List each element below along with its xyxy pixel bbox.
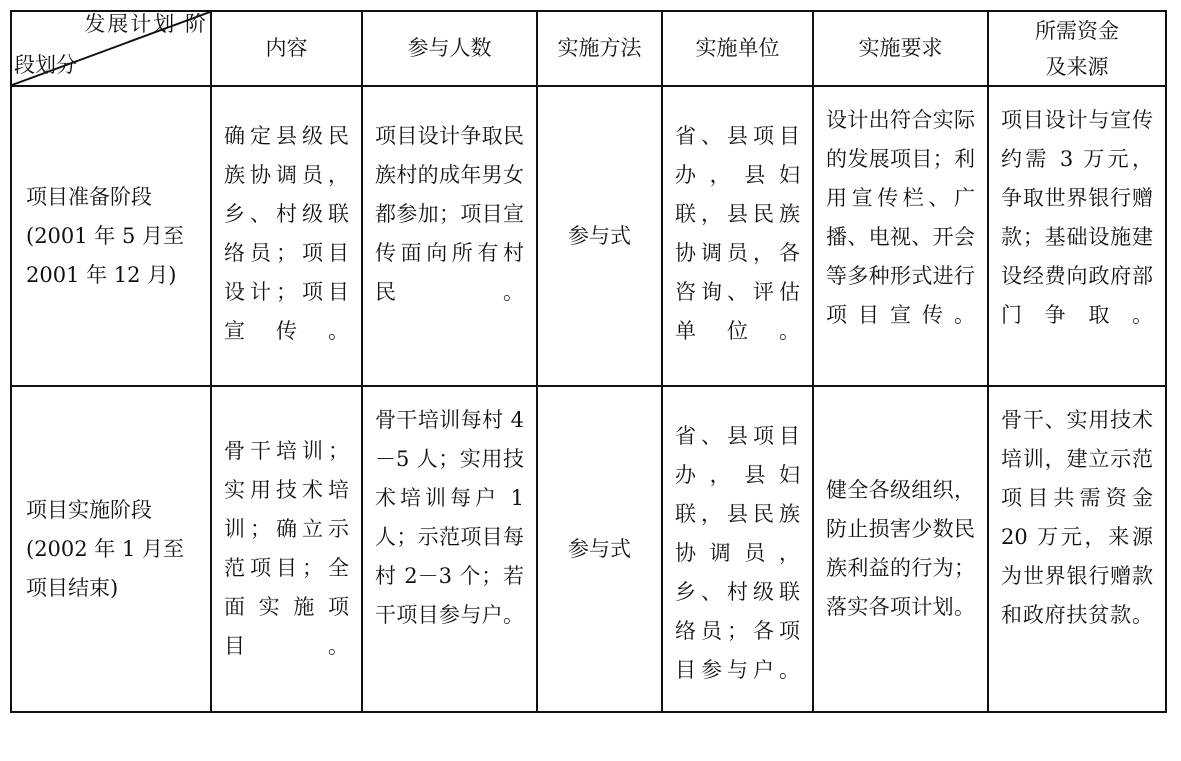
stage-text: 项目实施阶段 (2002 年 1 月至 项目结束) [26, 497, 185, 600]
content-cell: 骨干培训；实用技术培训；确立示范项目；全面实施项目。 [211, 386, 362, 712]
header-row [11, 11, 1166, 86]
header-participants: 参与人数 [362, 11, 537, 86]
table-row [11, 386, 1166, 712]
header-unit: 实施单位 [662, 11, 813, 86]
header-method: 实施方法 [537, 11, 662, 86]
header-content: 内容 [211, 11, 362, 86]
funding-cell: 项目设计与宣传约需 3 万元，争取世界银行赠款；基础设施建设经费向政府部门争取。 [988, 86, 1166, 386]
unit-cell: 省、县项目办，县妇联，县民族协调员，各咨询、评估单位。 [662, 86, 813, 386]
corner-label-bottom: 段划分 [14, 53, 77, 77]
table-row [11, 86, 1166, 386]
stage-cell [11, 386, 211, 712]
corner-label-top: 发展计划 阶 [84, 12, 208, 36]
participants-cell: 骨干培训每村 4－5 人；实用技术培训每户 1 人；示范项目每村 2－3 个；若干项目参与户。 [362, 386, 537, 712]
header-requirement: 实施要求 [813, 11, 988, 86]
stage-text: 项目准备阶段 (2001 年 5 月至 2001 年 12 月) [26, 184, 185, 287]
participants-cell: 项目设计争取民族村的成年男女都参加；项目宣传面向所有村民。 [362, 86, 537, 386]
requirement-cell: 健全各级组织，防止损害少数民族利益的行为；落实各项计划。 [813, 386, 988, 712]
funding-cell: 骨干、实用技术培训，建立示范项目共需资金 20 万元，来源为世界银行赠款和政府扶贫款。 [988, 386, 1166, 712]
stage-cell [11, 86, 211, 386]
header-funding-line2: 及来源 [1045, 54, 1109, 79]
requirement-cell: 设计出符合实际的发展项目；利用宣传栏、广播、电视、开会等多种形式进行项目宣传。 [813, 86, 988, 386]
corner-header-cell [11, 11, 211, 86]
unit-cell: 省、县项目办，县妇联，县民族协调员，乡、村级联络员；各项目参与户。 [662, 386, 813, 712]
method-cell: 参与式 [537, 86, 662, 386]
content-cell: 确定县级民族协调员，乡、村级联络员；项目设计；项目宣传。 [211, 86, 362, 386]
plan-table [10, 10, 1167, 713]
header-funding [988, 11, 1166, 86]
method-cell: 参与式 [537, 386, 662, 712]
header-funding-line1: 所需资金 [1035, 18, 1119, 43]
